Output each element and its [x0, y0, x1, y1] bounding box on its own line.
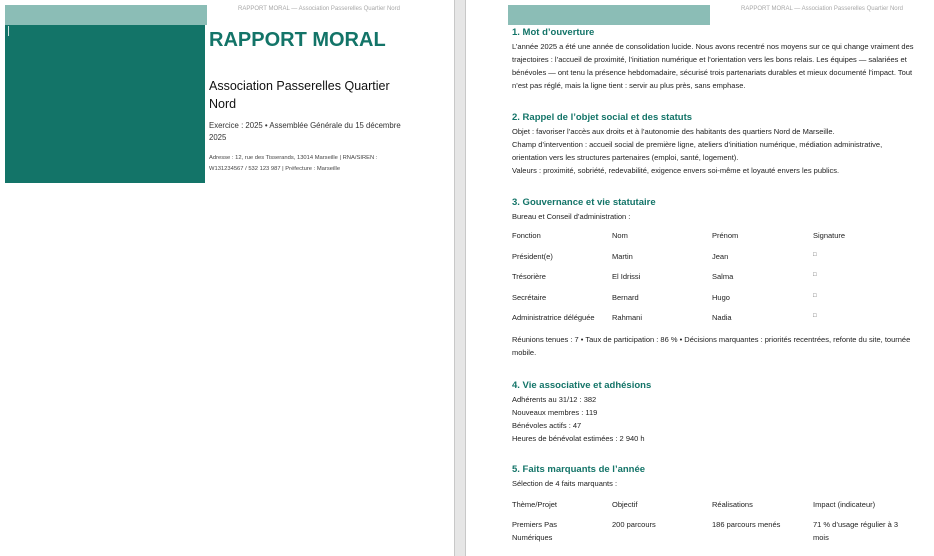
stat-line: Heures de bénévolat estimées : 2 940 h: [512, 434, 645, 443]
opening-paragraph: L’année 2025 a été une année de consolidation lucide. Nous avons recentré nos moyens sur ce qui change vraiment des trajectoires : l’accueil de proximité, l’initiation numérique et l’orientation vers les bons relais. Les équipes — salariées et bénévoles — ont tenu la présence hebdomadaire, sécurisé trois partenariats durables et mieux documenté l’impact. Tout n’est pas réglé, mais la ligne tient : servir au plus près, sans emphase.: [512, 42, 914, 90]
signature-checkbox[interactable]: □: [813, 251, 817, 258]
objet-line: Objet : favoriser l’accès aux droits et à l’autonomie des habitants des quartiers Nord de Marseille.: [512, 127, 835, 136]
governance-intro: Bureau et Conseil d’administration :: [512, 212, 631, 221]
nom-cell: Rahmani: [612, 313, 643, 322]
column-header: Signature: [813, 231, 846, 240]
running-header: RAPPORT MORAL — Association Passerelles Quartier Nord: [238, 6, 400, 12]
cover-color-block: [5, 25, 205, 183]
fonction-cell: Président(e): [512, 251, 553, 261]
section-2-heading: 2. Rappel de l’objet social et des statuts: [512, 112, 693, 123]
cover-organization: Association Passerelles Quartier Nord: [209, 79, 390, 111]
section-1-body: [512, 40, 916, 92]
section-5-intro: [512, 477, 916, 490]
table-row: [512, 252, 916, 273]
signature-checkbox[interactable]: □: [813, 313, 817, 319]
section-1-heading: 1. Mot d’ouverture: [512, 27, 595, 38]
page-gutter: [454, 0, 466, 556]
signature-checkbox[interactable]: □: [813, 292, 817, 299]
cover-address-line: Adresse : 12, rue des Tisserands, 13014 Marseille | RNA/SIREN : W131234567 / 532 123 987 | Préfecture : Marseille: [209, 155, 378, 172]
fonction-cell: Administratrice déléguée: [512, 313, 595, 322]
section-3-heading: 3. Gouvernance et vie statutaire: [512, 197, 656, 208]
governance-table: [512, 231, 916, 334]
table-row: [512, 313, 916, 334]
cover-page: [0, 0, 454, 556]
section-3-meetings: [512, 333, 916, 359]
highlights-intro: Sélection de 4 faits marquants :: [512, 479, 618, 488]
fonction-cell: Trésorière: [512, 272, 546, 281]
fonction-cell: Secrétaire: [512, 292, 547, 302]
section-4-heading: 4. Vie associative et adhésions: [512, 380, 652, 391]
column-header: Prénom: [712, 231, 739, 240]
cover-title: RAPPORT MORAL: [209, 29, 386, 51]
section-5-heading: 5. Faits marquants de l’année: [512, 464, 646, 475]
table-row: [512, 272, 916, 293]
cover-exercise-line: Exercice : 2025 • Assemblée Générale du 15 décembre 2025: [209, 121, 401, 142]
impact-cell: 71 % d’usage régulier à 3 mois: [813, 520, 899, 542]
column-header: Fonction: [512, 231, 541, 240]
stat-line: Bénévoles actifs : 47: [512, 421, 582, 430]
section-2-body: [512, 125, 916, 177]
header-accent-bar: [5, 5, 207, 25]
prenom-cell: Jean: [712, 251, 729, 261]
prenom-cell: Salma: [712, 272, 734, 281]
meetings-summary: Réunions tenues : 7 • Taux de participation : 86 % • Décisions marquantes : priorités recentrées, refonte du site, tournée mobile.: [512, 335, 911, 357]
section-3-intro: [512, 210, 916, 223]
column-header: Objectif: [612, 500, 638, 509]
stat-line: Nouveaux membres : 119: [512, 408, 598, 417]
signature-checkbox[interactable]: □: [813, 272, 817, 278]
objectif-cell: 200 parcours: [612, 520, 656, 529]
table-header-row: [512, 231, 916, 252]
valeurs-line: Valeurs : proximité, sobriété, redevabilité, exigence envers soi-même et loyauté envers les publics.: [512, 166, 840, 175]
realisations-cell: 186 parcours menés: [712, 520, 781, 529]
nom-cell: Bernard: [612, 292, 639, 302]
champ-line: Champ d’intervention : accueil social de première ligne, ateliers d’initiation numérique, médiation administrative, orientation vers les structures partenaires (emploi, santé, logement).: [512, 140, 883, 162]
header-accent-bar: [508, 5, 710, 25]
section-4-body: [512, 393, 916, 445]
nom-cell: El Idrissi: [612, 272, 641, 281]
stat-line: Adhérents au 31/12 : 382: [512, 395, 597, 404]
theme-cell: Premiers Pas Numériques: [512, 520, 558, 542]
content-page: [466, 0, 934, 556]
prenom-cell: Nadia: [712, 313, 732, 322]
column-header: Impact (indicateur): [813, 500, 876, 509]
column-header: Réalisations: [712, 500, 753, 509]
text-cursor: [8, 26, 9, 36]
table-row: [512, 293, 916, 314]
column-header: Nom: [612, 231, 628, 240]
prenom-cell: Hugo: [712, 292, 730, 302]
running-header: RAPPORT MORAL — Association Passerelles Quartier Nord: [741, 6, 903, 12]
nom-cell: Martin: [612, 251, 633, 261]
column-header: Thème/Projet: [512, 500, 558, 509]
